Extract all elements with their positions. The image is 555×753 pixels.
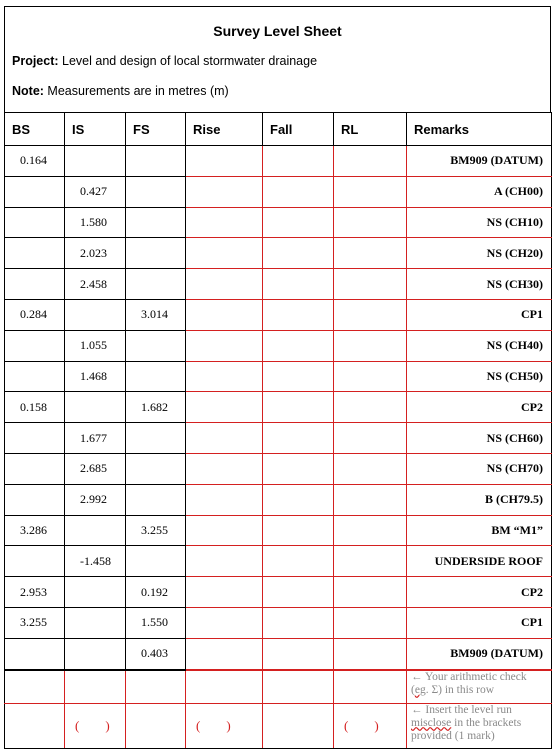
remarks-cell: NS (CH60)	[407, 423, 552, 454]
rise-cell[interactable]	[186, 607, 263, 638]
bs-cell: 3.286	[5, 515, 65, 546]
bs-cell: 0.284	[5, 299, 65, 330]
rise-cell[interactable]	[186, 423, 263, 454]
column-header-is: IS	[65, 113, 126, 146]
project-value: Level and design of local stormwater drainage	[58, 54, 318, 68]
rise-cell[interactable]	[186, 299, 263, 330]
column-header-remarks: Remarks	[407, 113, 552, 146]
table-row	[5, 638, 552, 669]
is-cell	[65, 299, 126, 330]
remarks-cell: NS (CH40)	[407, 330, 552, 361]
table-row	[5, 423, 552, 454]
fs-cell	[126, 484, 186, 515]
remarks-cell: CP1	[407, 607, 552, 638]
rise-cell[interactable]	[186, 577, 263, 608]
remarks-cell: BM909 (DATUM)	[407, 638, 552, 669]
note-line	[12, 84, 229, 98]
bs-cell	[5, 361, 65, 392]
is-cell	[65, 638, 126, 669]
fall-cell[interactable]	[263, 546, 334, 577]
is-cell	[65, 577, 126, 608]
fall-cell[interactable]	[263, 453, 334, 484]
fall-cell[interactable]	[263, 392, 334, 423]
rise-cell[interactable]	[186, 484, 263, 515]
is-cell	[65, 392, 126, 423]
fs-cell	[126, 361, 186, 392]
fs-cell	[126, 546, 186, 577]
rise-cell[interactable]	[186, 269, 263, 300]
note-value: Measurements are in metres (m)	[43, 84, 229, 98]
is-cell: 2.458	[65, 269, 126, 300]
is-cell	[65, 515, 126, 546]
remarks-cell: A (CH00)	[407, 176, 552, 207]
fs-cell	[126, 330, 186, 361]
table-row	[5, 361, 552, 392]
fall-cell[interactable]	[263, 269, 334, 300]
bs-cell: 0.158	[5, 392, 65, 423]
rl-cell[interactable]	[334, 299, 407, 330]
rl-cell[interactable]	[334, 361, 407, 392]
fs-cell: 0.403	[126, 638, 186, 669]
misclose-note: ← Insert the level run misclose in the brackets provided (1 mark)	[407, 703, 552, 748]
table-row	[5, 546, 552, 577]
column-header-fs: FS	[126, 113, 186, 146]
is-cell	[65, 607, 126, 638]
fall-cell[interactable]	[263, 146, 334, 177]
check-fall-cell[interactable]	[263, 670, 334, 704]
bs-cell	[5, 176, 65, 207]
check-fs-cell[interactable]	[126, 670, 186, 704]
remarks-cell: CP2	[407, 577, 552, 608]
fs-cell	[126, 176, 186, 207]
rise-cell[interactable]	[186, 546, 263, 577]
rl-cell[interactable]	[334, 207, 407, 238]
table-row	[5, 207, 552, 238]
fall-cell[interactable]	[263, 238, 334, 269]
fs-cell	[126, 146, 186, 177]
fs-cell	[126, 453, 186, 484]
rl-cell[interactable]	[334, 238, 407, 269]
rise-cell[interactable]	[186, 238, 263, 269]
table-row	[5, 577, 552, 608]
level-table	[4, 112, 552, 749]
fall-cell[interactable]	[263, 330, 334, 361]
arithmetic-check-row	[5, 670, 552, 704]
column-header-rise: Rise	[186, 113, 263, 146]
bs-cell	[5, 546, 65, 577]
fall-cell[interactable]	[263, 423, 334, 454]
remarks-cell: CP1	[407, 299, 552, 330]
remarks-cell: NS (CH10)	[407, 207, 552, 238]
misclose-fall-cell[interactable]	[263, 703, 334, 748]
is-cell: 1.580	[65, 207, 126, 238]
rise-cell[interactable]	[186, 176, 263, 207]
rl-cell[interactable]	[334, 546, 407, 577]
bs-cell	[5, 269, 65, 300]
is-cell: 0.427	[65, 176, 126, 207]
misclose-rl-bracket[interactable]: ( )	[334, 703, 407, 748]
remarks-cell: BM “M1”	[407, 515, 552, 546]
check-rise-cell[interactable]	[186, 670, 263, 704]
table-row	[5, 607, 552, 638]
rl-cell[interactable]	[334, 638, 407, 669]
note-label: Note:	[12, 84, 44, 98]
misclose-is-bracket[interactable]: ( )	[65, 703, 126, 748]
bs-cell	[5, 330, 65, 361]
bs-cell: 0.164	[5, 146, 65, 177]
fall-cell[interactable]	[263, 484, 334, 515]
is-cell: 1.677	[65, 423, 126, 454]
fall-cell[interactable]	[263, 515, 334, 546]
table-row	[5, 392, 552, 423]
fs-cell: 0.192	[126, 577, 186, 608]
remarks-cell: NS (CH70)	[407, 453, 552, 484]
fs-cell	[126, 207, 186, 238]
rl-cell[interactable]	[334, 484, 407, 515]
remarks-cell: B (CH79.5)	[407, 484, 552, 515]
bs-cell	[5, 484, 65, 515]
bs-cell: 2.953	[5, 577, 65, 608]
rl-cell[interactable]	[334, 453, 407, 484]
check-bs-cell[interactable]	[5, 670, 65, 704]
bs-cell	[5, 238, 65, 269]
fall-cell[interactable]	[263, 361, 334, 392]
rise-cell[interactable]	[186, 330, 263, 361]
misclose-row	[5, 703, 552, 748]
table-row	[5, 453, 552, 484]
arithmetic-check-note: ← Your arithmetic check (eg. Σ) in this row	[407, 670, 552, 704]
table-header-row	[5, 113, 552, 146]
is-cell: 1.055	[65, 330, 126, 361]
fs-cell: 1.682	[126, 392, 186, 423]
remarks-cell: UNDERSIDE ROOF	[407, 546, 552, 577]
fs-cell: 1.550	[126, 607, 186, 638]
rl-cell[interactable]	[334, 176, 407, 207]
fall-cell[interactable]	[263, 577, 334, 608]
table-row	[5, 238, 552, 269]
misclose-fs-cell[interactable]	[126, 703, 186, 748]
table-row	[5, 146, 552, 177]
rl-cell[interactable]	[334, 269, 407, 300]
rl-cell[interactable]	[334, 392, 407, 423]
table-row	[5, 176, 552, 207]
rl-cell[interactable]	[334, 330, 407, 361]
remarks-cell: NS (CH20)	[407, 238, 552, 269]
table-row	[5, 269, 552, 300]
rl-cell[interactable]	[334, 577, 407, 608]
fall-cell[interactable]	[263, 607, 334, 638]
is-cell: 2.685	[65, 453, 126, 484]
remarks-cell: CP2	[407, 392, 552, 423]
bs-cell	[5, 423, 65, 454]
fs-cell	[126, 423, 186, 454]
bs-cell	[5, 207, 65, 238]
project-label: Project:	[12, 54, 59, 68]
fall-cell[interactable]	[263, 176, 334, 207]
rl-cell[interactable]	[334, 423, 407, 454]
page-title: Survey Level Sheet	[213, 23, 342, 39]
table-row	[5, 515, 552, 546]
bs-cell: 3.255	[5, 607, 65, 638]
is-cell	[65, 146, 126, 177]
fall-cell[interactable]	[263, 638, 334, 669]
remarks-cell: BM909 (DATUM)	[407, 146, 552, 177]
table-row	[5, 484, 552, 515]
fall-cell[interactable]	[263, 299, 334, 330]
rl-cell[interactable]	[334, 146, 407, 177]
rise-cell[interactable]	[186, 361, 263, 392]
rise-cell[interactable]	[186, 207, 263, 238]
rl-cell[interactable]	[334, 607, 407, 638]
survey-level-sheet	[4, 6, 551, 750]
is-cell: 1.468	[65, 361, 126, 392]
rise-cell[interactable]	[186, 638, 263, 669]
check-is-cell[interactable]	[65, 670, 126, 704]
fall-cell[interactable]	[263, 207, 334, 238]
rise-cell[interactable]	[186, 515, 263, 546]
misclose-rise-bracket[interactable]: ( )	[186, 703, 263, 748]
rise-cell[interactable]	[186, 146, 263, 177]
bs-cell	[5, 638, 65, 669]
bs-cell	[5, 453, 65, 484]
misclose-bs-cell[interactable]	[5, 703, 65, 748]
is-cell: -1.458	[65, 546, 126, 577]
table-row	[5, 330, 552, 361]
column-header-rl: RL	[334, 113, 407, 146]
table-row	[5, 299, 552, 330]
rise-cell[interactable]	[186, 392, 263, 423]
is-cell: 2.023	[65, 238, 126, 269]
fs-cell: 3.014	[126, 299, 186, 330]
remarks-cell: NS (CH30)	[407, 269, 552, 300]
is-cell: 2.992	[65, 484, 126, 515]
remarks-cell: NS (CH50)	[407, 361, 552, 392]
fs-cell	[126, 269, 186, 300]
rl-cell[interactable]	[334, 515, 407, 546]
check-rl-cell[interactable]	[334, 670, 407, 704]
rise-cell[interactable]	[186, 453, 263, 484]
column-header-bs: BS	[5, 113, 65, 146]
fs-cell: 3.255	[126, 515, 186, 546]
column-header-fall: Fall	[263, 113, 334, 146]
project-line	[12, 54, 317, 68]
fs-cell	[126, 238, 186, 269]
